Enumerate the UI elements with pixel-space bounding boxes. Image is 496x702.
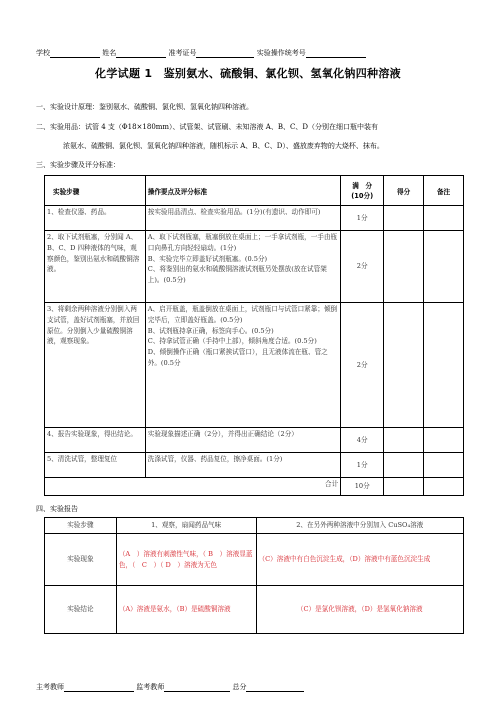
total-value: 10分 — [341, 478, 384, 496]
score-input-cell[interactable] — [384, 428, 424, 453]
scoring-table — [44, 175, 464, 496]
section-report-heading: 四、实验报告 — [36, 505, 78, 513]
criteria-item: C、持拿试管正确（手持中上部），倾斜角度合适。(0.5分) — [147, 337, 317, 346]
total-score-field[interactable] — [246, 684, 304, 692]
phenomenon-observe: （A ）溶液有刺激性气味，（ B ）溶液显蓝色，（ C ）（ D ）溶液为无色 — [116, 534, 256, 586]
step-cell: 5、清洗试管，整理复位 — [45, 453, 146, 478]
seat-label: 实验操作统考号 — [256, 49, 306, 57]
signature-line — [36, 682, 304, 692]
criteria-item: A、启开瓶盖，瓶盖倒放在桌面上，试剂瓶口与试管口紧靠；倾倒完毕后，立即盖好瓶盖。(0.5分) — [147, 305, 338, 324]
total-remark-cell[interactable] — [424, 478, 464, 496]
criteria-cell: 洗涤试管，仪器、药品复位，擦净桌面。(1分) — [145, 453, 340, 478]
report-table — [44, 517, 464, 634]
conclusion-add: （C）是氯化钡溶液，（D）是氢氧化钠溶液 — [256, 586, 464, 634]
section-materials-line2: 浓氨水、硫酸铜、氯化钡、氢氧化钠四种溶液，随机标示 A、B、C、D）、盛放废弃物的大烧杯、抹布。 — [63, 142, 384, 150]
criteria-item: B、试剂瓶持拿正确，标签向手心。(0.5分) — [147, 326, 274, 335]
monitor-label: 监考教师 — [136, 683, 165, 691]
fullscore-cell: 2分 — [341, 231, 384, 303]
teacher-label: 主考教师 — [36, 683, 64, 691]
section-materials-line1: 二、实验用品：试管 4 支（Φ18×180mm）、试管架、试管刷、未知溶液 A、B、C、D（分别在细口瓶中装有 — [36, 123, 378, 131]
remark-cell[interactable] — [424, 231, 464, 303]
total-score-input-cell[interactable] — [384, 478, 424, 496]
name-field[interactable] — [116, 50, 166, 58]
teacher-field[interactable] — [64, 684, 134, 692]
section-steps-heading: 三、实验步骤及评分标准： — [36, 161, 120, 169]
criteria-cell — [145, 231, 340, 303]
total-label: 合计 — [145, 478, 340, 496]
step-cell: 3、将剩余两种溶液分别倒入两支试管，盖好试剂瓶塞，并放回原位。分别倒入少量硫酸铜溶液，观察现象。 — [45, 303, 146, 428]
phenomenon-add: （C）溶液中有白色沉淀生成，（D）溶液中有蓝色沉淀生成 — [256, 534, 464, 586]
school-field[interactable] — [50, 50, 100, 58]
score-input-cell[interactable] — [384, 453, 424, 478]
section-principle: 一、实验设计原理：鉴别氨水、硫酸铜、氯化钡、氢氧化钠四种溶液。 — [36, 103, 253, 111]
table-row-total — [45, 478, 464, 496]
report-header-observe: 1、观察，扇闻药品气味 — [116, 518, 256, 534]
name-label: 姓名 — [102, 49, 117, 57]
report-header-add: 2、在另外两种溶液中分别加入 CuSO₄溶液 — [256, 518, 464, 534]
remark-cell[interactable] — [424, 453, 464, 478]
candidate-info-line — [36, 48, 366, 58]
criteria-item: D、倾倒操作正确（瓶口紧挨试管口），且无液体流在瓶、管之外。(0.5分 — [147, 348, 328, 367]
step-cell: 1、检查仪器、药品。 — [45, 206, 146, 231]
conclusion-observe: （A）溶液是氨水，（B）是硫酸铜溶液 — [116, 586, 256, 634]
fullscore-cell: 2分 — [341, 303, 384, 428]
criteria-item: A、取下试剂瓶塞，瓶塞倒放在桌面上；一手拿试剂瓶，一手由瓶口向鼻孔方向轻轻扇动。(1分) — [147, 233, 338, 252]
table-row — [45, 586, 464, 634]
score-input-cell[interactable] — [384, 231, 424, 303]
col-header-step: 实验步骤 — [45, 176, 146, 206]
table-row — [45, 303, 464, 428]
monitor-field[interactable] — [164, 684, 230, 692]
remark-cell[interactable] — [424, 206, 464, 231]
report-header-step: 实验步骤 — [45, 518, 117, 534]
criteria-cell: 实验现象描述正确（2分），并得出正确结论（2分） — [145, 428, 340, 453]
ticket-label: 准考证号 — [168, 49, 197, 57]
remark-cell[interactable] — [424, 303, 464, 428]
table-row — [45, 428, 464, 453]
table-row — [45, 534, 464, 586]
step-cell: 4、报告实验现象，得出结论。 — [45, 428, 146, 453]
conclusion-label: 实验结论 — [45, 586, 117, 634]
total-score-label: 总分 — [232, 683, 247, 691]
table-row — [45, 231, 464, 303]
ticket-field[interactable] — [196, 50, 254, 58]
step-cell: 2、取下试剂瓶塞，分别闻 A、B、C、D 四种液体的气味，观察颜色，鉴别出氨水和硫酸铜溶液。 — [45, 231, 146, 303]
table-row — [45, 453, 464, 478]
phenomenon-label: 实验现象 — [45, 534, 117, 586]
col-header-fullscore: 满 分 (10分) — [341, 176, 384, 206]
school-label: 学校 — [36, 49, 50, 57]
criteria-cell: 按实验用品清点、检查实验用品。(1分)(有遗识、动作即可) — [145, 206, 340, 231]
col-header-remark: 备注 — [424, 176, 464, 206]
criteria-cell — [145, 303, 340, 428]
col-header-score: 得分 — [384, 176, 424, 206]
score-input-cell[interactable] — [384, 303, 424, 428]
page-title: 化学试题 1 鉴别氨水、硫酸铜、氯化钡、氢氧化钠四种溶液 — [95, 67, 401, 80]
remark-cell[interactable] — [424, 428, 464, 453]
seat-field[interactable] — [306, 50, 366, 58]
table-row — [45, 206, 464, 231]
col-header-criteria: 操作要点及评分标准 — [145, 176, 340, 206]
fullscore-cell: 4分 — [341, 428, 384, 453]
fullscore-cell: 1分 — [341, 206, 384, 231]
criteria-item: B、实验完毕立即盖好试剂瓶塞。(0.5分) — [147, 254, 268, 263]
fullscore-cell: 1分 — [341, 453, 384, 478]
criteria-item: C、将鉴别出的氨水和硫酸铜溶液试剂瓶另处摆放(放在试管架上)。(0.5分) — [147, 265, 327, 285]
score-input-cell[interactable] — [384, 206, 424, 231]
